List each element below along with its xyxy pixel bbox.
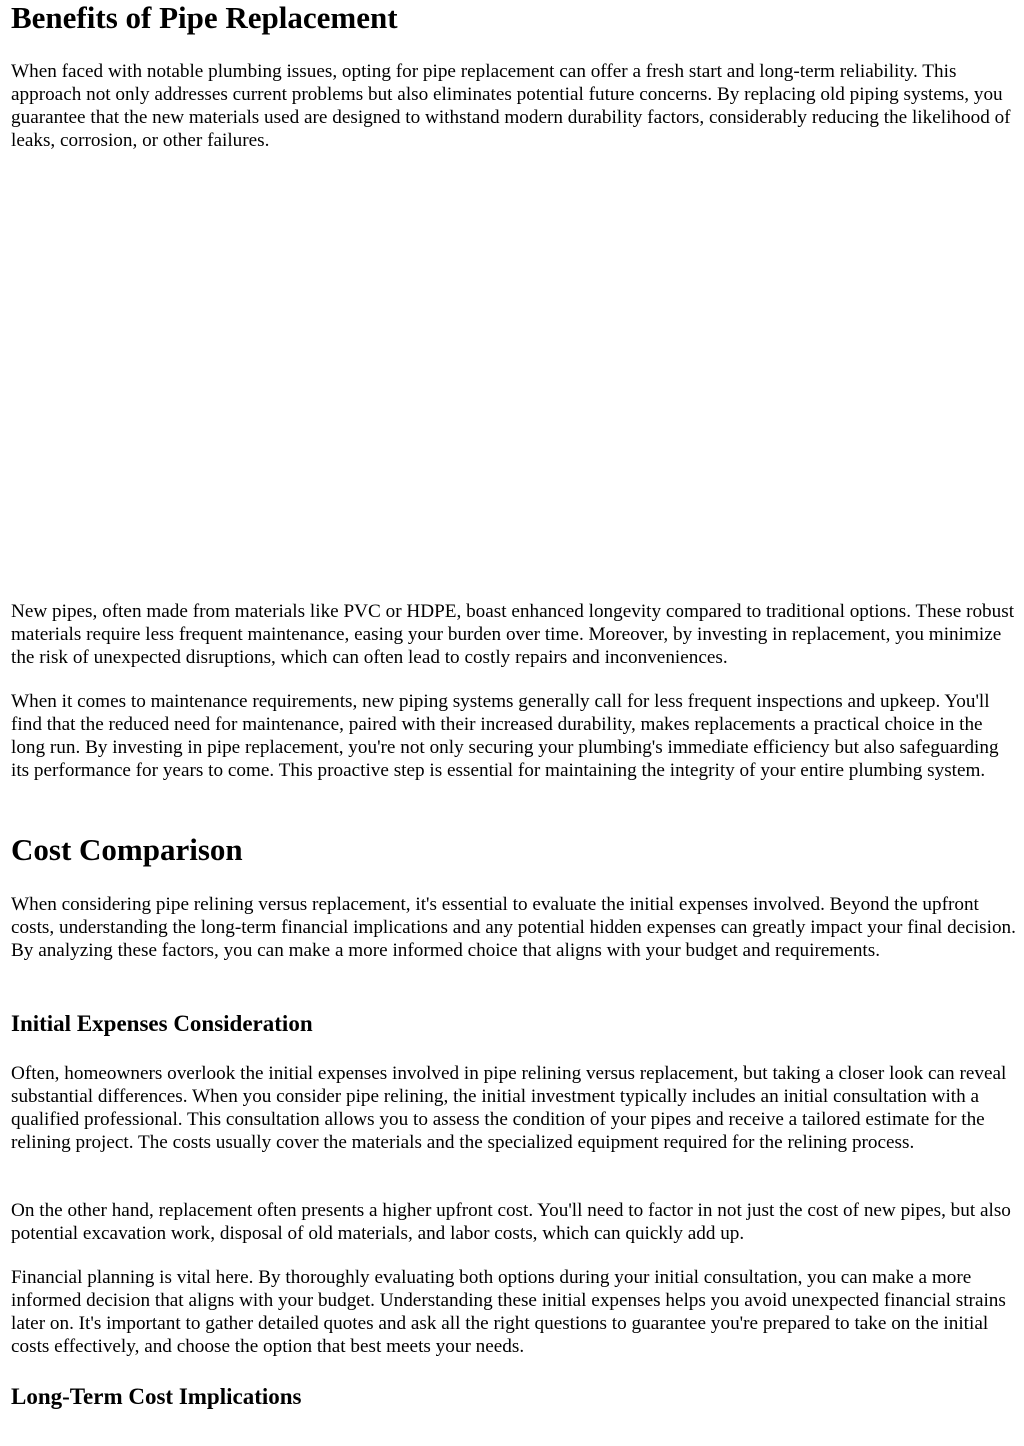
heading-long-term-cost: Long-Term Cost Implications: [11, 1384, 302, 1409]
paragraph-initial-relining: Often, homeowners overlook the initial expenses involved in pipe relining versus replacement, but taking a closer look can reveal substantial differences. When you consider pipe relining, the initial investment typically includes an initial consultation with a qualified professional. This consultation allows you to assess the condition of your pipes and receive a tailored estimate for the relining project. The costs usually cover the materials and the specialized equipment required for the relining process.: [11, 1063, 1007, 1153]
heading-benefits-of-pipe-replacement: Benefits of Pipe Replacement: [11, 0, 398, 35]
heading-cost-comparison: Cost Comparison: [11, 832, 243, 867]
paragraph-initial-planning: Financial planning is vital here. By thoroughly evaluating both options during your initial consultation, you can make a more informed decision that aligns with your budget. Understanding these initial expenses helps you avoid unexpected financial strains later on. It's important to gather detailed quotes and ask all the right questions to guarantee you're prepared to take on the initial costs effectively, and choose the option that best meets your needs.: [11, 1267, 1006, 1357]
paragraph-benefits-maintenance: When it comes to maintenance requirements, new piping systems generally call for less frequent inspections and upkeep. You'll find that the reduced need for maintenance, paired with their increased durability, makes replacements a practical choice in the long run. By investing in pipe replacement, you're not only securing your plumbing's immediate efficiency but also safeguarding its performance for years to come. This proactive step is essential for maintaining the integrity of your entire plumbing system.: [11, 691, 999, 781]
paragraph-benefits-materials: New pipes, often made from materials like PVC or HDPE, boast enhanced longevity compared to traditional options. These robust materials require less frequent maintenance, easing your burden over time. Moreover, by investing in replacement, you minimize the risk of unexpected disruptions, which can often lead to costly repairs and inconveniences.: [11, 601, 1015, 668]
paragraph-initial-replacement: On the other hand, replacement often presents a higher upfront cost. You'll need to factor in not just the cost of new pipes, but also potential excavation work, disposal of old materials, and labor costs, which can quickly add up.: [11, 1200, 1011, 1244]
paragraph-cost-intro: When considering pipe relining versus replacement, it's essential to evaluate the initial expenses involved. Beyond the upfront costs, understanding the long-term financial implications and any potential hidden expenses can greatly impact your final decision. By analyzing these factors, you can make a more informed choice that aligns with your budget and requirements.: [11, 894, 1016, 961]
heading-initial-expenses: Initial Expenses Consideration: [11, 1011, 313, 1036]
embedded-media-placeholder: [11, 168, 1016, 588]
paragraph-benefits-intro: When faced with notable plumbing issues, opting for pipe replacement can offer a fresh start and long-term reliability. This approach not only addresses current problems but also eliminates potential future concerns. By replacing old piping systems, you guarantee that the new materials used are designed to withstand modern durability factors, considerably reducing the likelihood of leaks, corrosion, or other failures.: [11, 61, 1011, 151]
